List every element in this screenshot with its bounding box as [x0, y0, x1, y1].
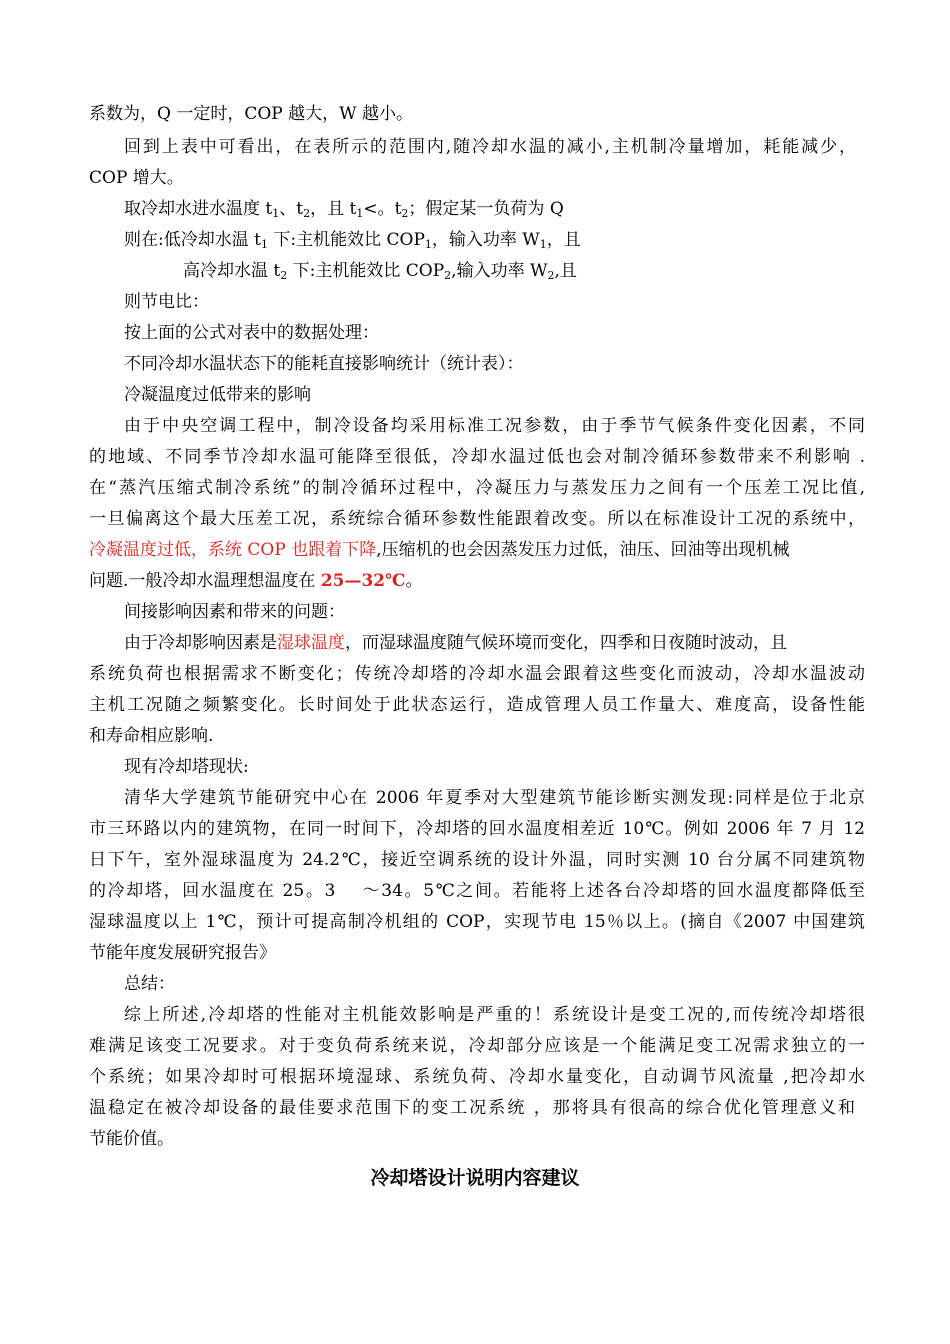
text-line: 市三环路以内的建筑物，在同一时间下，冷却塔的回水温度相差近 10℃。例如 2006 年 7 月 12 — [89, 819, 865, 839]
text-line: 冷凝温度过低，系统 COP 也跟着下降,压缩机的也会因蒸发压力过低，油压、回油等出现机械 — [89, 540, 790, 560]
text-line: 现有冷却塔现状: — [124, 757, 249, 777]
text-line: COP 增大。 — [89, 168, 184, 188]
text-line: 和寿命相应影响. — [89, 726, 214, 746]
text-line: 综上所述,冷却塔的性能对主机能效影响是严重的！系统设计是变工况的,而传统冷却塔很 — [124, 1005, 865, 1025]
text-line: 在“蒸汽压缩式制冷系统”的制冷循环过程中，冷凝压力与蒸发压力之间有一个压差工况比值, — [89, 478, 865, 498]
text-line: 的地域、不同季节冷却水温可能降至很低，冷却水温过低也会对制冷循环参数带来不利影响 . — [89, 447, 865, 467]
text-line: 主机工况随之频繁变化。长时间处于此状态运行，造成管理人员工作量大、难度高，设备性能 — [89, 695, 865, 715]
text-line: 节能年度发展研究报告》 — [89, 943, 276, 963]
text-line: 由于冷却影响因素是湿球温度，而湿球温度随气候环境而变化，四季和日夜随时波动，且 — [124, 633, 787, 653]
text-line: 节能价值。 — [89, 1129, 174, 1149]
section-heading: 冷却塔设计说明内容建议 — [370, 1167, 580, 1189]
highlight-text: 湿球温度 — [277, 633, 345, 653]
text-line: 不同冷却水温状态下的能耗直接影响统计（统计表）： — [124, 354, 524, 374]
text-line: 系统负荷也根据需求不断变化；传统冷却塔的冷却水温会跟着这些变化而波动，冷却水温波动 — [89, 664, 865, 684]
text-line: 难满足该变工况要求。对于变负荷系统来说，冷却部分应该是一个能满足变工况需求独立的一 — [89, 1036, 865, 1056]
text-line: 日下午，室外湿球温度为 24.2℃，接近空调系统的设计外温，同时实测 10 台分属不同建筑物 — [89, 850, 865, 870]
text-line: 则节电比： — [124, 292, 209, 312]
text-line: 由于中央空调工程中，制冷设备均采用标准工况参数，由于季节气候条件变化因素，不同 — [124, 416, 865, 436]
text-line: 则在:低冷却水温 $t_1$ 下:主机能效比 $COP_1$，输入功率 $W_1$，且 — [124, 230, 581, 251]
text-line: 一旦偏离这个最大压差工况，系统综合循环参数性能跟着改变。所以在标准设计工况的系统中， — [89, 509, 865, 529]
text-line: 回到上表中可看出，在表所示的范围内,随冷却水温的减小,主机制冷量增加，耗能减少， — [124, 137, 856, 157]
text-line: 的冷却塔，回水温度在 25。3 ～34。5℃之间。若能将上述各台冷却塔的回水温度都降低至 — [89, 881, 865, 901]
text-line: 清华大学建筑节能研究中心在 2006 年夏季对大型建筑节能诊断实测发现:同样是位于北京 — [124, 788, 865, 808]
text-line: 系数为，Q 一定时，COP 越大，W 越小。 — [89, 104, 414, 124]
text-line: 冷凝温度过低带来的影响 — [124, 385, 311, 405]
text-line: 温稳定在被冷却设备的最佳要求范围下的变工况系统 ，那将具有很高的综合优化管理意义和 — [89, 1098, 855, 1118]
text-line: 总结： — [124, 974, 175, 994]
text-line: 取冷却水进水温度 $t_1$、$t_2$，且 $t_1<$。$t_2$；假定某一负荷为 Q — [124, 199, 564, 220]
text-line: 个系统；如果冷却时可根据环境湿球、系统负荷、冷却水量变化，自动调节风流量 ,把冷却水 — [89, 1067, 865, 1087]
highlight-text: 冷凝温度过低，系统 COP 也跟着下降 — [89, 540, 377, 560]
text-line: 问题.一般冷却水温理想温度在 25—32℃。 — [89, 571, 423, 591]
text-line: 湿球温度以上 1℃，预计可提高制冷机组的 COP，实现节电 15％以上。(摘自《2007 中国建筑 — [89, 912, 865, 932]
text-line: 高冷却水温 $t_2$ 下:主机能效比 $COP_2$,输入功率 $W_2$,且 — [183, 261, 577, 282]
text-line: 按上面的公式对表中的数据处理： — [124, 323, 379, 343]
text-line: 间接影响因素和带来的问题： — [124, 602, 345, 622]
highlight-temperature: 25—32℃ — [320, 571, 406, 591]
